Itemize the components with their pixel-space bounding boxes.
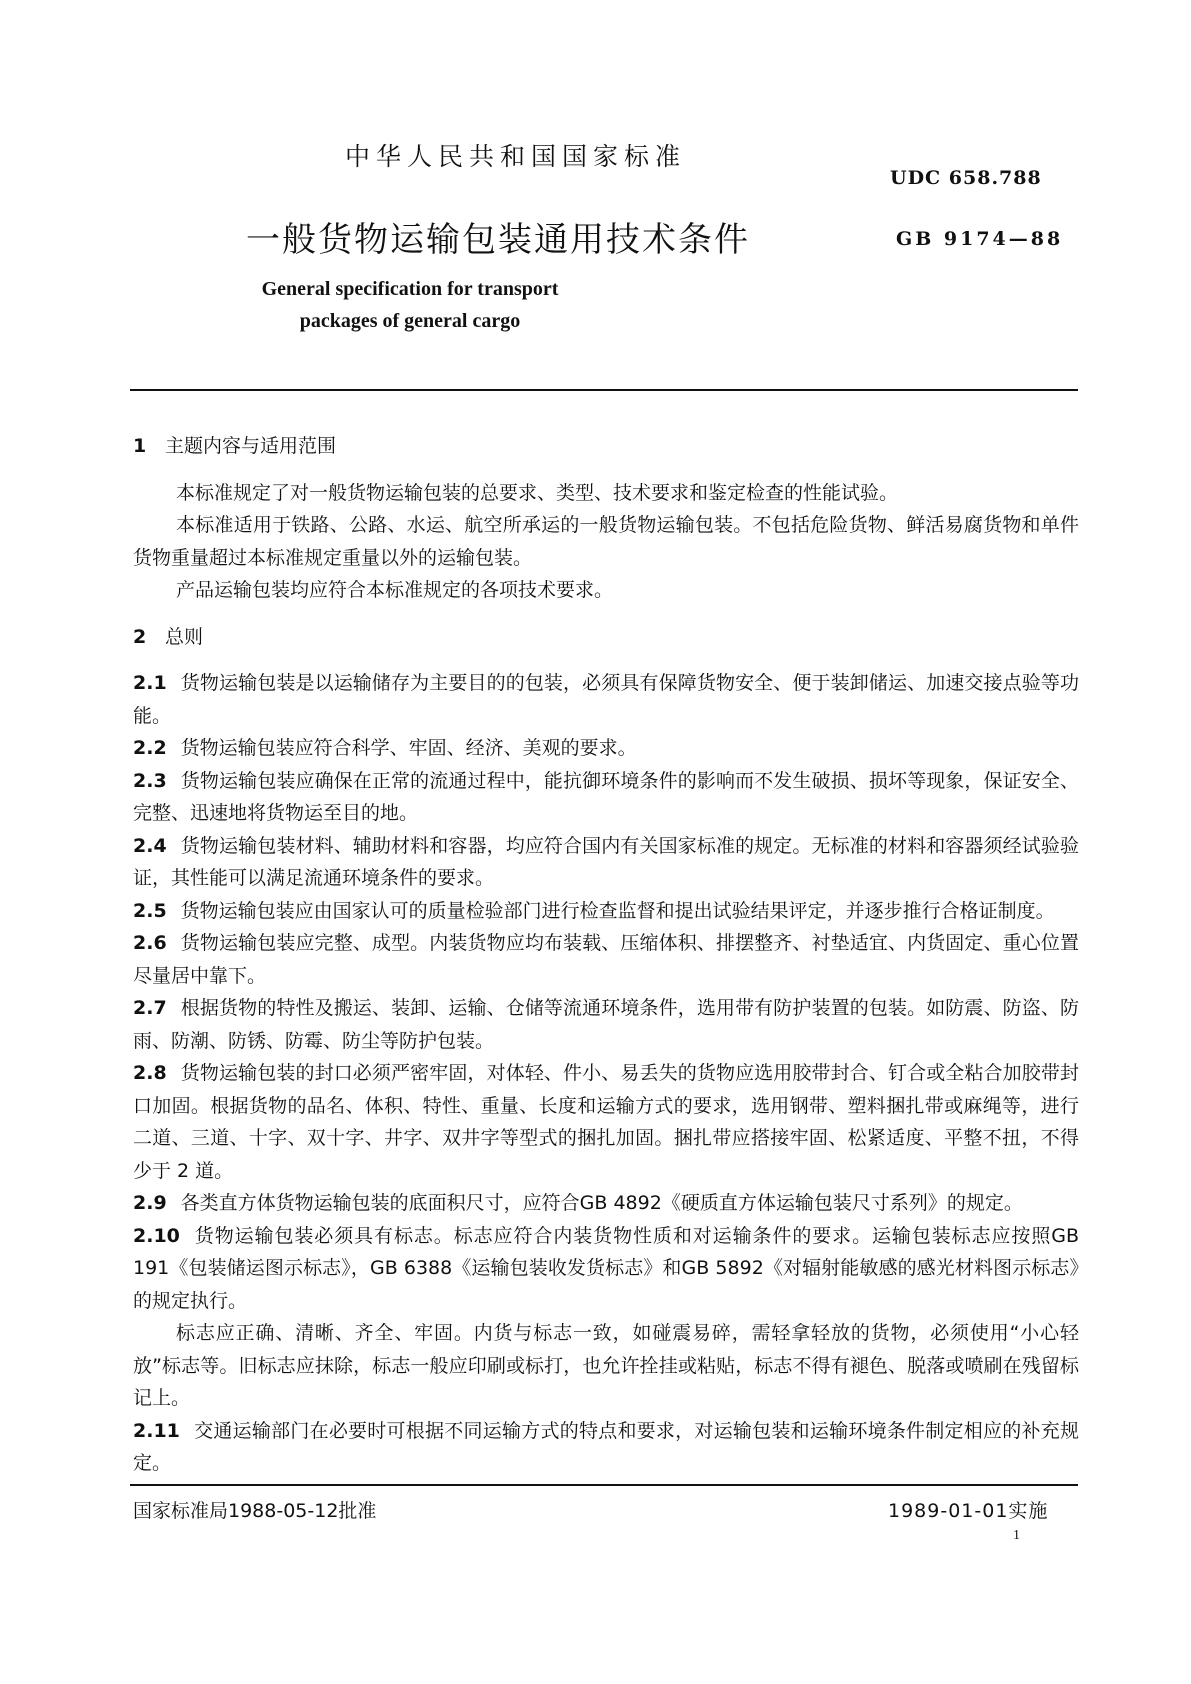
udc-code: UDC 658.788 [890,167,1042,189]
footer-divider [130,1484,1078,1486]
document-title-en-line2: packages of general cargo [299,310,521,332]
document-body [133,430,1079,1480]
clause-2-9 [133,1187,1079,1220]
clause-2-11 [133,1415,1079,1480]
document-title-en-line1: General specification for transport [261,278,559,300]
clause-number: 2.8 [133,1062,167,1084]
clause-text: 根据货物的特性及搬运、装卸、运输、仓储等流通环境条件，选用带有防护装置的包装。如防震、防盗、防雨、防潮、防锈、防霉、防尘等防护包装。 [133,997,1079,1052]
clause-2-10-continued: 标志应正确、清晰、齐全、牢固。内货与标志一致，如碰震易碎，需轻拿轻放的货物，必须使用“小心轻放”标志等。旧标志应抹除，标志一般应印刷或标打，也允许拴挂或粘贴，标志不得有褪色、脱落或喷刷在残留标记上。 [133,1322,1079,1409]
section-number: 1 [133,435,147,457]
clause-text: 交通运输部门在必要时可根据不同运输方式的特点和要求，对运输包装和运输环境条件制定相应的补充规定。 [133,1419,1079,1474]
section-title: 主题内容与适用范围 [165,435,337,457]
clause-number: 2.9 [133,1192,167,1214]
paragraph: 本标准规定了对一般货物运输包装的总要求、类型、技术要求和鉴定检查的性能试验。 [176,481,899,504]
effective-date: 1989-01-01实施 [888,1500,1049,1522]
clause-text: 货物运输包装应完整、成型。内装货物应均布装载、压缩体积、排摆整齐、衬垫适宜、内货固定、重心位置尽量居中靠下。 [133,932,1079,987]
clause-text: 货物运输包装的封口必须严密牢固，对体轻、件小、易丢失的货物应选用胶带封合、钉合或全粘合加胶带封口加固。根据货物的品名、体积、特性、重量、长度和运输方式的要求，选用钢带、塑料捆扎带或麻绳等，进行二道、三道、十字、双十字、井字、双井字等型式的捆扎加固。捆扎带应搭接牢固、松紧适度、平整不扭，不得少于 2 道。 [133,1062,1079,1182]
page-number: 1 [1013,1528,1020,1543]
section-2-heading [133,621,1079,654]
clause-2-6 [133,927,1079,992]
section-number: 2 [133,625,147,648]
clause-2-5 [133,895,1079,928]
clause-text: 货物运输包装是以运输储存为主要目的的包装，必须具有保障货物安全、便于装卸储运、加速交接点验等功能。 [133,672,1079,727]
clause-text: 货物运输包装必须具有标志。标志应符合内装货物性质和对运输条件的要求。运输包装标志应按照GB 191《包装储运图示标志》，GB 6388《运输包装收发货标志》和GB 5892《对辐射能敏感的感光材料图示标志》的规定执行。 [133,1224,1079,1312]
approval-date: 国家标准局1988-05-12批准 [133,1500,377,1522]
clause-number: 2.1 [133,672,167,694]
clause-number: 2.2 [133,737,167,759]
clause-number: 2.6 [133,932,167,954]
clause-number: 2.3 [133,769,167,792]
paragraph: 本标准适用于铁路、公路、水运、航空所承运的一般货物运输包装。不包括危险货物、鲜活易腐货物和单件货物重量超过本标准规定重量以外的运输包装。 [133,514,1079,569]
section-title: 总则 [165,625,204,648]
clause-number: 2.4 [133,834,167,857]
clause-text: 货物运输包装应由国家认可的质量检验部门进行检查监督和提出试验结果评定，并逐步推行合格证制度。 [180,899,1055,922]
clause-number: 2.11 [133,1419,180,1442]
paragraph: 产品运输包装均应符合本标准规定的各项技术要求。 [176,579,614,601]
clause-number: 2.5 [133,899,167,922]
clause-number: 2.10 [133,1224,180,1247]
document-title-zh: 一般货物运输包装通用技术条件 [246,220,750,260]
header-divider [130,389,1078,391]
clause-2-7 [133,992,1079,1057]
standard-code: GB 9174—88 [896,228,1064,250]
clause-2-4 [133,830,1079,895]
clause-2-3 [133,765,1079,830]
clause-2-1 [133,667,1079,732]
clause-text: 货物运输包装应符合科学、牢固、经济、美观的要求。 [180,737,637,759]
section-1-heading [133,430,1079,463]
clause-text: 货物运输包装材料、辅助材料和容器，均应符合国内有关国家标准的规定。无标准的材料和容器须经试验验证，其性能可以满足流通环境条件的要求。 [133,834,1079,889]
clause-number: 2.7 [133,997,167,1019]
national-standard-label: 中华人民共和国国家标准 [345,142,687,171]
clause-text: 各类直方体货物运输包装的底面积尺寸，应符合GB 4892《硬质直方体运输包装尺寸系列》的规定。 [180,1192,1023,1214]
clause-2-2 [133,732,1079,765]
clause-2-8 [133,1057,1079,1187]
clause-text: 货物运输包装应确保在正常的流通过程中，能抗御环境条件的影响而不发生破损、损坏等现象，保证安全、完整、迅速地将货物运至目的地。 [133,769,1079,824]
clause-2-10 [133,1220,1079,1318]
